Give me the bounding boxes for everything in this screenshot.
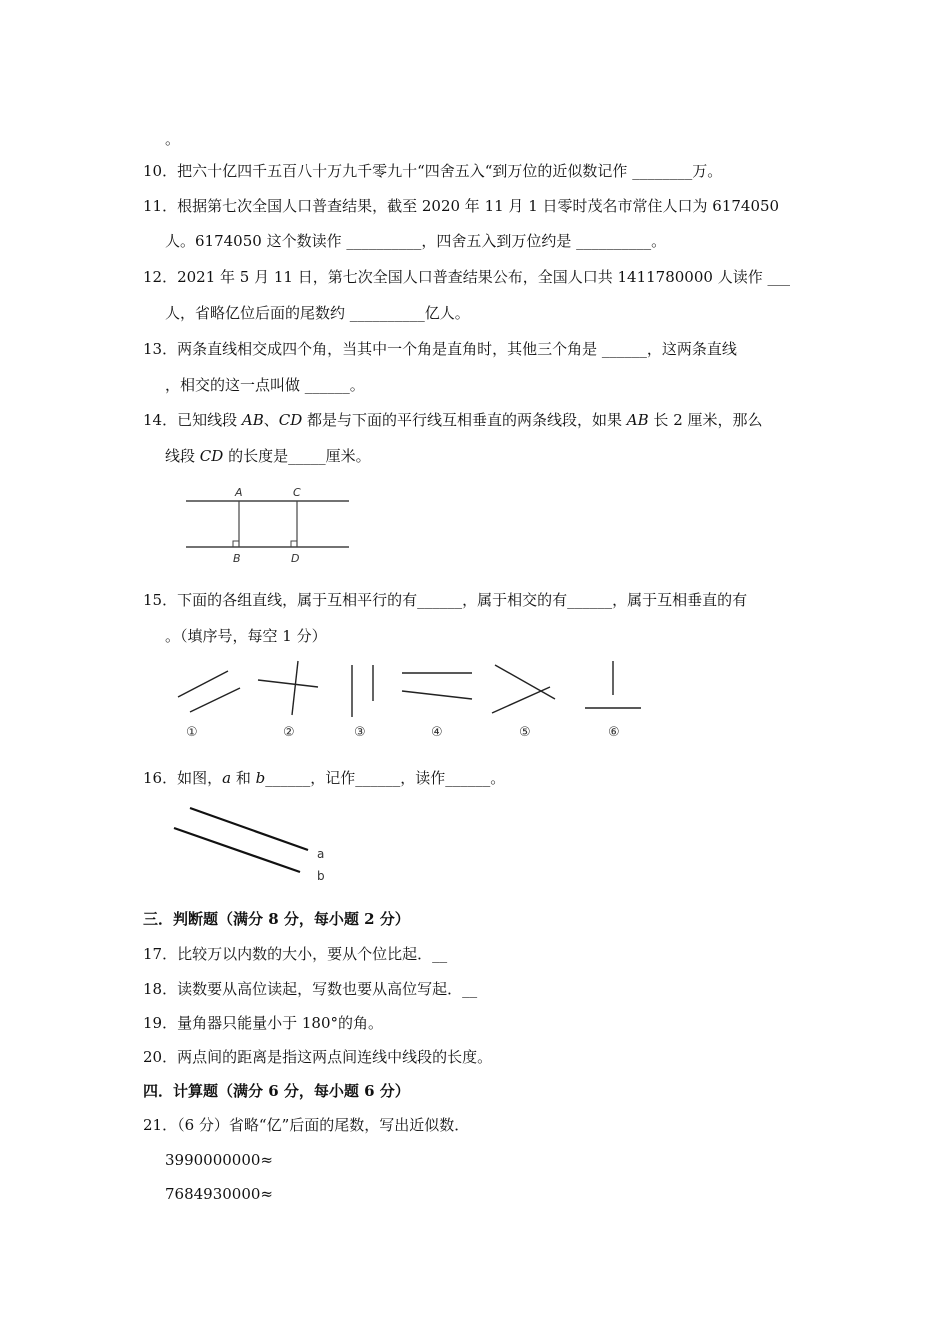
pair1-line-a	[178, 671, 228, 697]
pair3-number-label: ③	[354, 725, 366, 740]
question-11-text: 11．根据第七次全国人口普查结果，截至 2020 年 11 月 1 日零时茂名市常住人口为 6174050	[143, 197, 780, 215]
right-angle-mark-d	[291, 541, 297, 547]
line-b	[174, 828, 300, 872]
question-10	[143, 161, 722, 181]
question-19	[143, 1013, 383, 1033]
question-10-text: 10．把六十亿四千五百八十万九千零九十“四舍五入“到万位的近似数记作 ________万。	[143, 162, 723, 180]
question-21-item-2	[165, 1184, 273, 1204]
text: 14．已知线段	[143, 411, 242, 429]
question-11-line2	[165, 231, 666, 251]
point-a-label: A	[235, 486, 243, 499]
pair6-number-label: ⑥	[608, 725, 620, 740]
question-13-text-2: ，相交的这一点叫做 ______。	[165, 376, 365, 394]
question-17-text: 17．比较万以内数的大小，要从个位比起．__	[143, 945, 448, 963]
segment-ab-label: AB	[626, 411, 649, 429]
pair2-number-label: ②	[283, 725, 295, 740]
approximation-item: 3990000000≈	[165, 1151, 274, 1169]
text: 、	[263, 411, 279, 429]
point-d-label: D	[291, 552, 300, 565]
pair5-line-a	[495, 665, 555, 699]
parallel-lines-figure	[183, 483, 353, 568]
line-pairs-figure	[170, 655, 650, 743]
question-15-line2	[165, 626, 327, 646]
question-14-line1	[143, 410, 763, 430]
approximation-item: 7684930000≈	[165, 1185, 274, 1203]
line-b-label: b	[255, 769, 266, 787]
pair1-line-b	[190, 688, 240, 712]
question-20	[143, 1047, 492, 1067]
section-3-heading	[143, 909, 410, 929]
pair2-line-a	[258, 680, 318, 687]
pair2-line-b	[292, 661, 298, 715]
question-16	[143, 768, 505, 788]
section-3-title: 三．判断题（满分 8 分，每小题 2 分）	[143, 910, 410, 928]
question-13-line1	[143, 339, 737, 359]
question-11-line1	[143, 196, 779, 216]
text: 和	[231, 769, 256, 787]
question-20-text: 20．两点间的距离是指这两点间连线中线段的长度。	[143, 1048, 493, 1066]
line-a-label: a	[222, 769, 232, 787]
line-a-figure-label: a	[317, 847, 325, 861]
pair1-number-label: ①	[186, 725, 198, 740]
question-14-line2	[165, 446, 371, 466]
point-c-label: C	[293, 486, 301, 499]
pair5-line-b	[492, 687, 550, 713]
pair5-number-label: ⑤	[519, 725, 531, 740]
segment-cd-label: CD	[278, 411, 303, 429]
text: ______，记作______，读作______。	[265, 769, 506, 787]
question-15-text: 15．下面的各组直线，属于互相平行的有______，属于相交的有______，属于互相垂直的有	[143, 591, 748, 609]
question-12-text: 12．2021 年 5 月 11 日，第七次全国人口普查结果公布，全国人口共 1411780000 人读作 ___	[143, 268, 790, 286]
line-a	[190, 808, 308, 850]
question-13-line2	[165, 375, 365, 395]
question-11-text-2: 人。6174050 这个数读作 __________，四舍五入到万位约是 __________。	[165, 232, 667, 250]
question-12-line2	[165, 303, 470, 323]
line-b-figure-label: b	[317, 869, 325, 883]
question-13-text: 13．两条直线相交成四个角，当其中一个角是直角时，其他三个角是 ______，这两条直线	[143, 340, 737, 358]
text: 。	[165, 130, 181, 148]
text: 长 2 厘米，那么	[648, 411, 763, 429]
question-15-line1	[143, 590, 747, 610]
section-4-title: 四．计算题（满分 6 分，每小题 6 分）	[143, 1082, 410, 1100]
pair4-number-label: ④	[431, 725, 443, 740]
question-17	[143, 944, 447, 964]
parallel-ab-figure	[170, 802, 335, 886]
pair4-line-b	[402, 691, 472, 699]
segment-ab-label: AB	[241, 411, 264, 429]
text: 都是与下面的平行线互相垂直的两条线段，如果	[302, 411, 627, 429]
question-21-text: 21．（6 分）省略“亿”后面的尾数，写出近似数．	[143, 1116, 470, 1134]
question-15-text-2: 。（填序号，每空 1 分）	[165, 627, 327, 645]
segment-cd-label: CD	[199, 447, 224, 465]
question-18-text: 18．读数要从高位读起，写数也要从高位写起．__	[143, 980, 478, 998]
right-angle-mark-b	[233, 541, 239, 547]
text: 的长度是_____厘米。	[223, 447, 371, 465]
section-4-heading	[143, 1081, 410, 1101]
question-19-text: 19．量角器只能量小于 180°的角。	[143, 1014, 383, 1032]
fragment-line	[165, 129, 180, 149]
question-12-text-2: 人，省略亿位后面的尾数约 __________亿人。	[165, 304, 470, 322]
question-21-item-1	[165, 1150, 273, 1170]
text: 16．如图，	[143, 769, 223, 787]
question-21	[143, 1115, 469, 1135]
point-b-label: B	[233, 552, 241, 565]
question-12-line1	[143, 267, 790, 287]
question-18	[143, 979, 477, 999]
text: 线段	[165, 447, 200, 465]
